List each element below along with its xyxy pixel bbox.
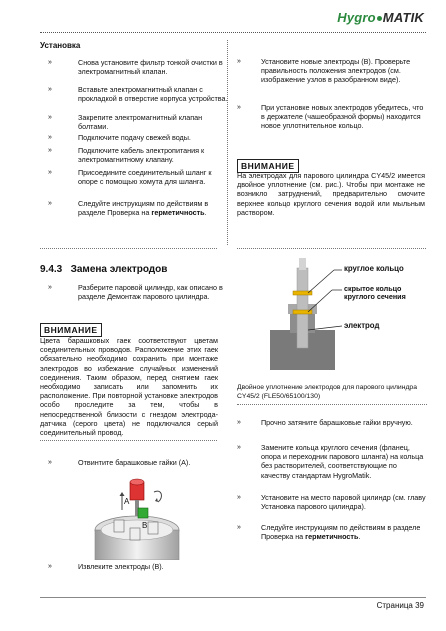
wing-nut	[130, 528, 140, 540]
list-item: » Разберите паровой цилиндр, как описано в разделе Демонтаж парового цилиндра.	[48, 283, 223, 302]
list-item: » При установке новых электродов убедитесь, что в держателе (чашеобразной формы) находится новое уплотнительное кольцо.	[237, 103, 424, 131]
list-item: » Прочно затяните барашковые гайки вручную.	[237, 418, 413, 427]
list-item: » Следуйте инструкциям по действиям в разделе Проверка на герметичность.	[48, 199, 209, 218]
wing-nut	[148, 522, 158, 534]
list-item: » Закрепите электромагнитный клапан болтами.	[48, 113, 203, 132]
right-list-bottom	[237, 418, 427, 553]
header-rule	[40, 32, 426, 33]
list-item: » Присоедините соединительный шланг к опоре с помощью хомута для шланга.	[48, 168, 212, 187]
list-item: » Извлеките электроды (B).	[48, 562, 164, 571]
section-heading: 9.4.3 Замена электродов	[40, 264, 168, 275]
electrode-illustration	[92, 470, 212, 560]
list-item: » Снова установите фильтр тонкой очистки в электромагнитный клапан.	[48, 58, 223, 77]
install-heading: Установка	[40, 41, 81, 50]
list-item: » Вставьте электромагнитный клапан с прокладкой в отверстие корпуса устройства.	[48, 85, 228, 104]
list-item: » Подключите кабель электропитания к электромагнитному клапану.	[48, 146, 205, 165]
warning-text: На электродах для парового цилиндра CY45/2 имеется двойное уплотнение (см. рис.). Чтобы при монтаже не возникло затруднений, предварительно смочите верхнее кольцо круглого сечения водой или мыльным раствором.	[237, 171, 425, 217]
list-item: » Установите новые электроды (B). Проверьте правильность положения электродов (см. изображение узлов в разобранном виде).	[237, 57, 411, 85]
label-a: A	[124, 497, 130, 506]
electrode-rod	[297, 268, 308, 348]
warning-label: ВНИМАНИЕ	[40, 320, 102, 338]
warning-label: ВНИМАНИЕ	[237, 156, 299, 174]
install-list	[48, 58, 228, 221]
label-hidden-oring: скрытое кольцо круглого сечения	[344, 284, 406, 302]
right-list-top	[237, 57, 427, 143]
list-item: » Замените кольца круглого сечения (фланец, опора и переходник парового шланга) на кольца без растворителей, соответствующие по качеству стандартам HygroMatik.	[237, 443, 424, 480]
label-oring: круглое кольцо	[344, 264, 404, 273]
divider	[40, 248, 217, 249]
divider	[237, 248, 426, 249]
footer-rule	[40, 597, 426, 598]
page-number: Страница 39	[376, 601, 424, 610]
label-b: B	[142, 521, 148, 530]
list-item: » Следуйте инструкциям по действиям в разделе Проверка на герметичность.	[237, 523, 421, 542]
list-item: » Подключите подачу свежей воды.	[48, 133, 191, 142]
list-item: » Установите на место паровой цилиндр (см. главу Установка парового цилиндра).	[237, 493, 426, 512]
hygromatik-logo: Hygro MATIK	[337, 10, 424, 25]
divider	[237, 404, 427, 405]
list-item: » Отвинтите барашковые гайки (A).	[48, 458, 191, 467]
wing-nut	[114, 520, 124, 532]
warning-text: Цвета барашковых гаек соответствуют цветам соединительных проводов. Расположение этих гаек обязательно необходимо сохранить при монтаже электродов во избежание случайных изменений соединения. Таким образом, перед снятием гаек необходимо записать или запомнить их расположение. При повторной установке электродов особо проследите за тем, чтобы в непосредственной близости с гнездом электрода-датчика (серого цвета) не подключался серый соединительный провод.	[40, 336, 218, 438]
label-electrode: электрод	[344, 321, 380, 330]
divider	[40, 440, 217, 441]
green-nut	[138, 508, 148, 518]
figure-caption: Двойное уплотнение электродов для парового цилиндра CY45/2 (FLE50/65100/130)	[237, 384, 417, 400]
double-seal-figure	[262, 258, 432, 378]
